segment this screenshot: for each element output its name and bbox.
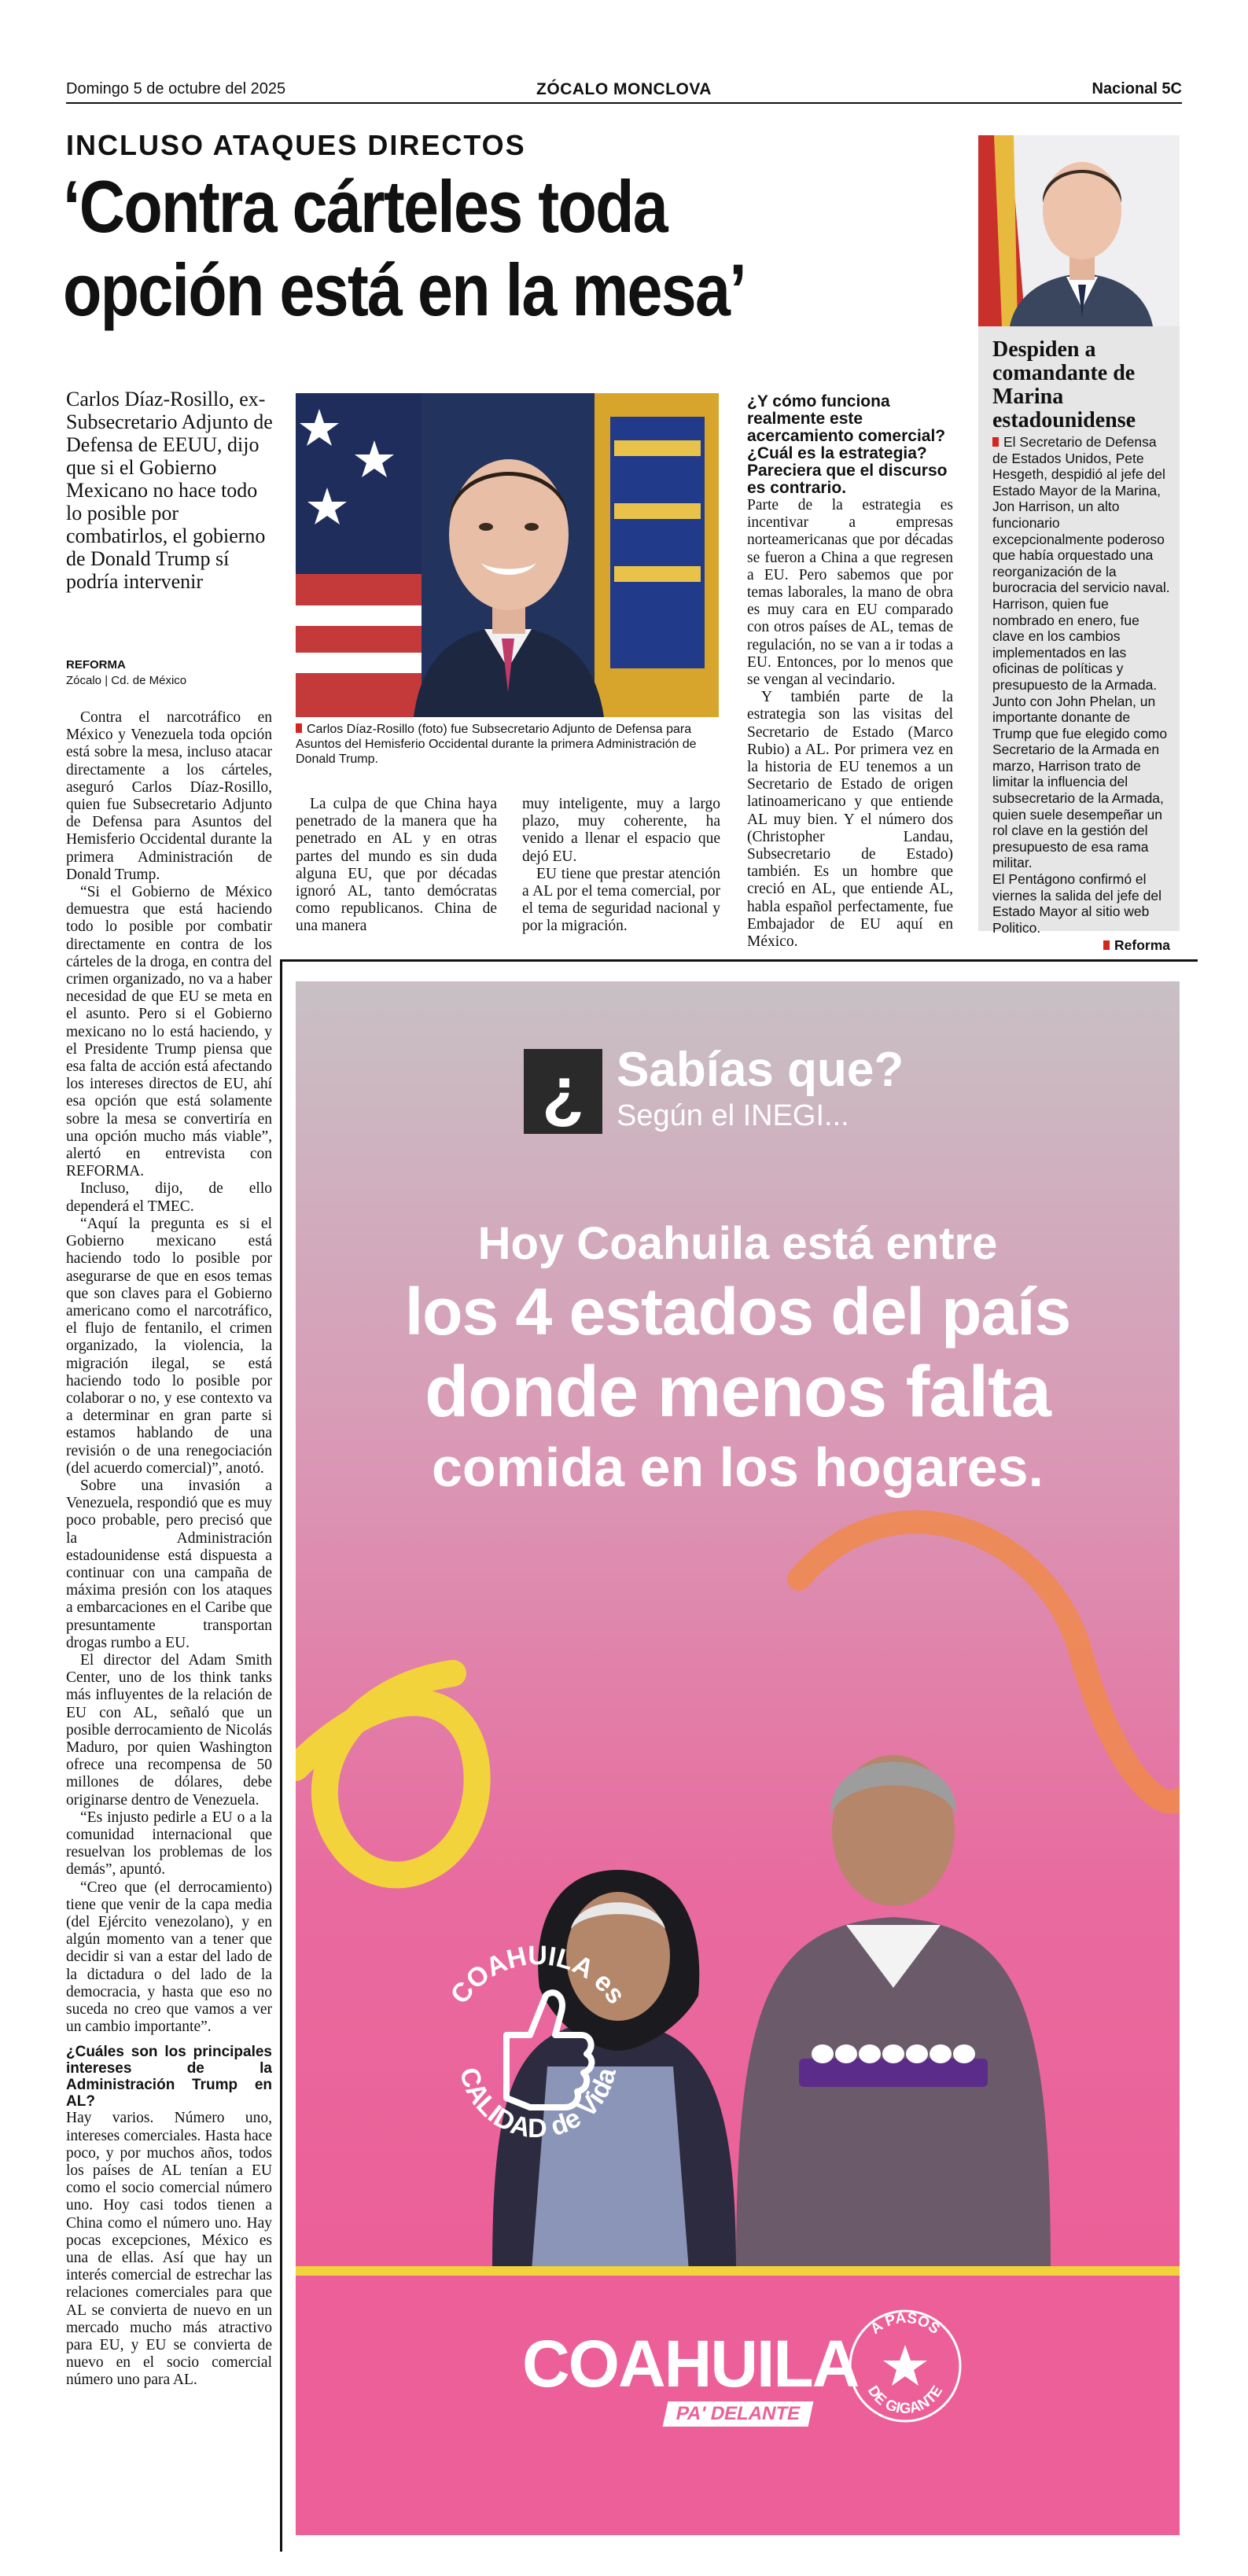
sidebar-signoff: Reforma [992,937,1170,954]
signoff-bullet-icon [1103,940,1110,950]
headline-line-2: opción está en la mesa’ [63,248,745,331]
sidebar-paragraph: El Secretario de Defensa de Estados Unidos, Pete Hesgeth, despidió al jefe del Estado Mayor de la Marina, Jon Harrison, un alto funcionario excepcionalmente poderoso que había orquestado una reorganización de la burocracia del servicio naval. [992,434,1170,596]
byline-agency: REFORMA [66,658,126,672]
sidebar-paragraph: Junto con John Phelan, un importante donante de Trump que fue elegido como Secretario de la Armada en marzo, Harrison trato de limitar la influencia del subsecretario de la Armada, quien suele desempeñar un rol clave en la gestión del presupuesto de esa rama militar. [992,693,1168,871]
paragraph: “Es injusto pedirle a EU o a la comunidad internacional que resuelvan los problemas de los demás”, apuntó. [66,1809,272,1879]
coahuila-calidad-badge [420,1925,656,2161]
paragraph: Contra el narcotráfico en México y Venezuela toda opción está sobre la mesa, incluso atacar directamente a los cárteles, aseguró Carlos Díaz-Rosillo, quien fue Subsecretario Adjunto de Defensa para Asuntos del Hemisferio Occidental durante la primera Administración de Donald Trump. [66,709,272,883]
sidebar-bullet-icon [992,437,999,447]
caption-bullet-icon [296,723,302,733]
article-column-3 [522,796,720,936]
svg-text:A PASOS [867,2310,942,2338]
seal-bottom-text: DE GIGANTE [863,2383,947,2417]
article-column-4 [747,393,953,951]
sidebar-paragraph: Harrison, quien fue nombrado en enero, fue clave en los cambios implementados en las oficinas de políticas y presupuesto de la Armada. [992,595,1158,693]
byline [66,657,186,689]
a-pasos-de-gigante-seal [846,2307,964,2425]
photo-caption: Carlos Díaz-Rosillo (foto) fue Subsecretario Adjunto de Defensa para Asuntos del Hemisferio Occidental durante la primera Administración de Donald Trump. [296,723,697,766]
article-column-2 [296,796,497,936]
badge-top-text: COAHUILA es [444,1941,631,2010]
paragraph: muy inteligente, muy a largo plazo, muy coherente, ha venido a llenar el espacio que dejó EU. [522,796,720,865]
ad-message-line-2: los 4 estados del país [404,1275,1071,1349]
paragraph: Hay varios. Número uno, intereses comerciales. Hasta hace poco, y por muchos años, todos los países de AL tenían a EU como el socio comercial número uno. Hoy casi todos tienen a China como el número uno. Hay pocas excepciones, México es una de ellas. Así que hay un interés comercial de estrechar las relaciones comerciales para que AL se convierta de nuevo en un mercado mucho más atractivo para EU, y EU se convierta de nuevo en el socio comercial número uno para AL. [66,2110,272,2389]
section-page: Nacional 5C [1092,80,1182,98]
page-header [66,79,1182,104]
paragraph: Parte de la estrategia es incentivar a empresas norteamericanas que por décadas se fueron a China a que regresen a EU. Pero sabemos que por temas laborales, la mano de obra es muy cara en EU comparado con otros países de AL, temas de regulación, no se van a ir todas a EU. Entonces, por lo menos que se vengan al vecindario. [747,497,953,689]
newspaper-name: ZÓCALO MONCLOVA [536,80,712,98]
article-column-1 [66,709,272,2390]
sidebar-paragraph: El Pentágono confirmó el viernes la salida del jefe del Estado Mayor al sitio web Politico. [992,871,1161,936]
paragraph: EU tiene que prestar atención a AL por el tema comercial, por el tema de seguridad nacional y por la migración. [522,865,720,935]
article-kicker: INCLUSO ATAQUES DIRECTOS [66,129,526,161]
badge-bottom-text: CALIDAD de Vida [453,2064,623,2144]
paragraph: “Creo que (el derrocamiento) tiene que venir de la capa media (del Ejército venezolano), y en algún momento van a tener que decidir si van a estar del lado de la dictadura o del lado de la democracia, y hasta que eso no suceda no creo que vamos a ver un cambio importante”. [66,1879,272,2036]
paragraph: “Si el Gobierno de México demuestra que está haciendo todo lo posible por combatir directamente en contra de los cárteles de la droga, en contra del crimen organizado, no va a haber necesidad de que EU se meta en el asunto. Pero si el Gobierno mexicano no lo está haciendo, y el Presidente Trump piensa que esa falta de acción está afectando los intereses directos de EU, ahí esa opción que está solamente sobre la mesa se convertiría en una opción mucho más viable”, alertó en entrevista con REFORMA. [66,884,272,1180]
ad-title: Sabías que? [617,1043,904,1097]
sidebar-portrait-illustration [978,135,1180,326]
question-mark-icon: ¿ [524,1049,602,1134]
paragraph: Sobre una invasión a Venezuela, respondió que es muy poco probable, pero precisó que la Administración estadounidense está dispuesta a continuar con una campaña de máxima presión con los ataques a embarcaciones en el Caribe que presuntamente transportan drogas rumbo a EU. [66,1477,272,1651]
svg-text:CALIDAD de Vida [454,2064,623,2144]
paragraph: La culpa de que China haya penetrado de la manera que ha penetrado en AL y en otras partes del mundo es sin duda alguna EU, que por décadas ignoró AL, tanto demócratas como republicanos. China de una manera [296,796,497,935]
paragraph: Y también parte de la estrategia son las visitas del Secretario de Estado (Marco Rubio) a AL. Por primera vez en la historia de EU tenemos a un Secretario de Estado de origen latinoamericano y que entiende AL muy bien. Y el número dos (Christopher Landau, Subsecretario de Estado) también. Es un hombre que creció en AL, que entiende AL, habla español perfectamente, fue Embajador de EU aquí en México. [747,689,953,951]
article-headline [63,165,834,332]
sidebar-headline: Despiden a comandante de Marina estadounidense [992,337,1136,432]
sidebar-photo [978,135,1180,326]
portrait-illustration [296,393,719,717]
article-deck: Carlos Díaz-Rosillo, ex-Subsecretario Adjunto de Defensa de EEUU, dijo que si el Gobierno Mexicano no hace todo lo posible por combatirlos, el gobierno de Donald Trump sí podría intervenir [66,388,273,593]
thumbs-up-icon [506,1993,591,2107]
advertisement[interactable] [296,981,1180,2535]
ad-subtitle: Según el INEGI... [617,1099,849,1132]
interview-question: ¿Cuáles son los principales intereses de la Administración Trump en AL? [66,2044,272,2110]
coahuila-logo-tagline: PA' DELANTE [663,2401,814,2427]
byline-place: Zócalo | Cd. de México [66,674,187,687]
issue-date: Domingo 5 de octubre del 2025 [66,80,286,98]
sidebar-body [992,434,1170,954]
star-icon [883,2345,927,2386]
article-photo [296,393,719,717]
coahuila-logo: COAHUILA [522,2327,859,2401]
svg-text:COAHUILA es [445,1941,631,2010]
ad-message-line-4: comida en los hogares. [432,1437,1044,1498]
paragraph: Incluso, dijo, de ello dependerá el TMEC. [66,1180,272,1215]
paragraph: “Aquí la pregunta es si el Gobierno mexicano está haciendo todo lo posible por asegurarse de que en esos temas que son claves para el Gobierno americano como el narcotráfico, el flujo de fentanilo, el crimen organizado, la violencia, la migración ilegal, se está haciendo todo lo posible por colaborar o no, y ese contexto va a determinar en gran parte si estamos hablando de una revisión o de una renegociación (del acuerdo comercial)”, anotó. [66,1215,272,1477]
ad-message-line-3: donde menos falta [425,1352,1051,1432]
seal-top-text: A PASOS [867,2309,943,2338]
headline-line-1: ‘Contra cárteles toda [63,165,668,248]
paragraph: El director del Adam Smith Center, uno de los think tanks más influyentes de la relación de EU con AL, señaló que un posible derrocamiento de Nicolás Maduro, por quien Washington ofrece una recompensa de 50 millones de dólares, debe originarse dentro de Venezuela. [66,1651,272,1809]
interview-question: ¿Y cómo funciona realmente este acercamiento comercial? ¿Cuál es la estrategia? Pareciera que el discurso es contrario. [747,392,948,497]
ad-message-line-1: Hoy Coahuila está entre [477,1218,998,1269]
